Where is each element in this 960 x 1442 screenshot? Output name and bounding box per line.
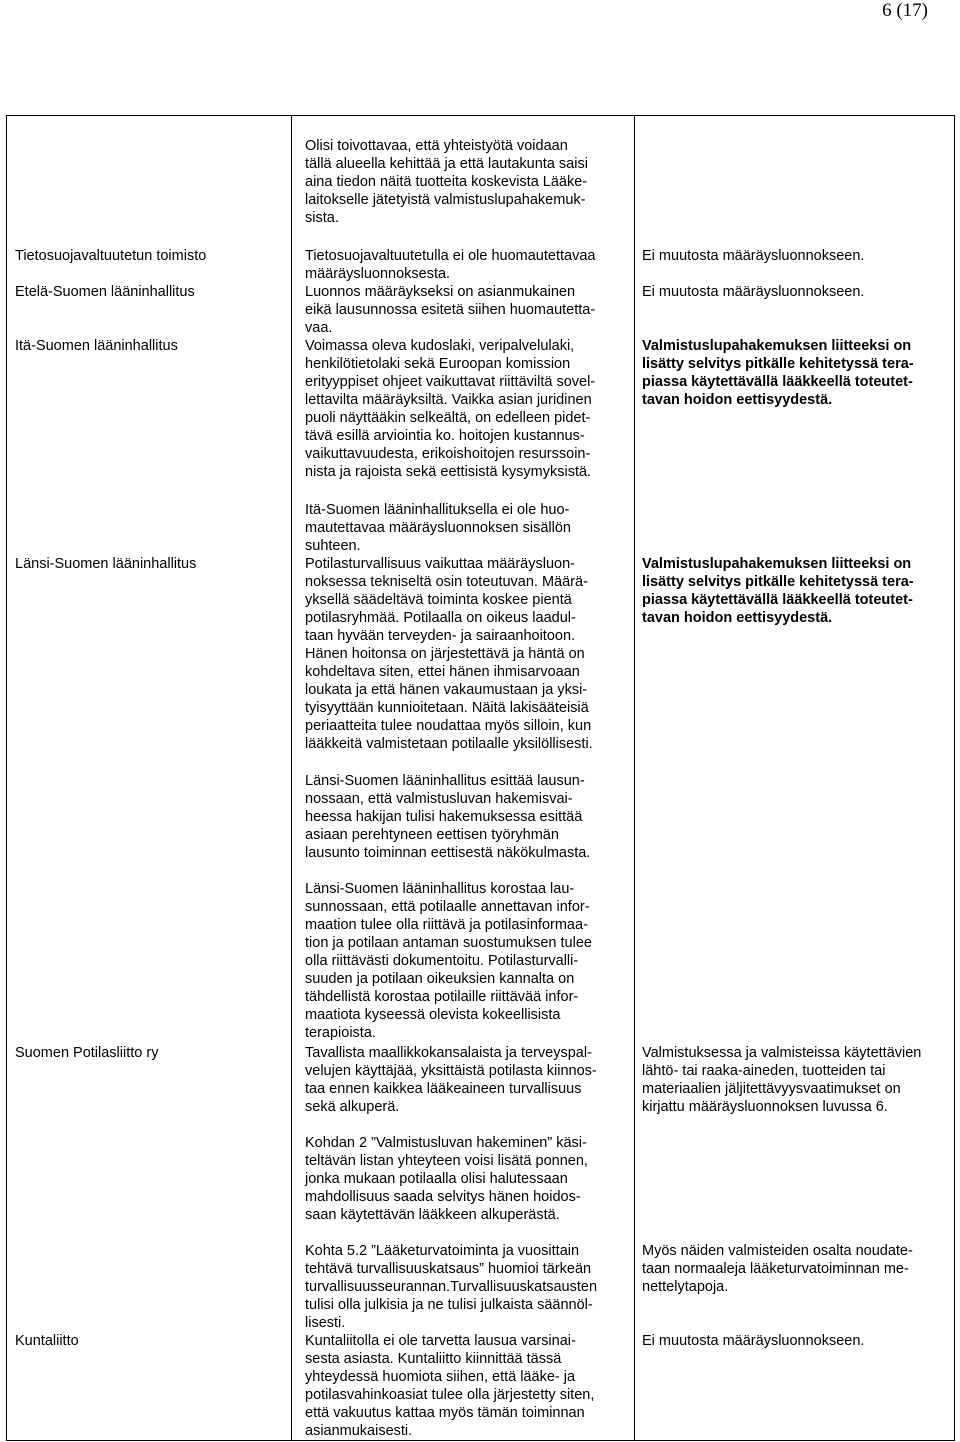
comment-cell: Olisi toivottavaa, että yhteistyötä voidaan tällä alueella kehittää ja että lautakunta saisi aina tiedon näitä tuotteita koskevista Lääke- laitokselle jätetyistä valmistuslupahakemuk- sista. <box>305 138 588 226</box>
comment-cell: Länsi-Suomen lääninhallitus korostaa lau- sunnossaan, että potilaalle annettavan infor- maation tulee olla riittävä ja potilasinformaa- tion ja potilaan antaman suostumuksen tulee olla riittävästi dokumentoitu. Potilasturvalli- suuden ja potilaan oikeuksien kannalta on tähdellistä korostaa potilaille riittävää infor- maatiota kyseessä olevista kokeellisista terapioista. <box>305 881 592 1041</box>
response-cell: Valmistuslupahakemuksen liitteeksi on lisätty selvitys pitkälle kehitetyssä tera- piassa käytettävällä lääkkeellä toteutet- tavan hoidon eettisyydestä. <box>642 338 914 408</box>
response-cell: Ei muutosta määräysluonnokseen. <box>642 248 865 264</box>
response-cell: Myös näiden valmisteiden osalta noudate- taan normaaleja lääketurvatoiminnan me- nettelytapoja. <box>642 1243 913 1295</box>
comment-cell: Potilasturvallisuus vaikuttaa määräysluon- noksessa tekniseltä osin toteutuvan. Määrä- yksellä säädeltävä toiminta koskee pientä potilasryhmää. Potilaalla on oikeus laadul- taan hyvään terveyden- ja sairaanhoitoon. Hänen hoitonsa on järjestettävä ja häntä on kohdeltava siten, ettei hänen ihmisarvoaan loukata ja että hänen vakaumustaan ja yksi- tyisyyttään kunnioitetaan. Näitä lakisääteisiä periaatteita tulee noudattaa myös silloin, kun lääkkeitä valmistetaan potilaalle yksilöllisesti. <box>305 556 593 752</box>
organization-cell: Tietosuojavaltuutetun toimisto <box>15 248 207 264</box>
comment-cell: Tavallista maallikkokansalaista ja terveyspal- velujen käyttäjää, yksittäistä potilasta kiinnos- taa ennen kaikkea lääkeaineen turvallisuus sekä alkuperä. <box>305 1045 597 1115</box>
response-cell: Ei muutosta määräysluonnokseen. <box>642 284 865 300</box>
statement-table <box>6 115 955 1441</box>
organization-cell: Suomen Potilasliitto ry <box>15 1045 159 1061</box>
page-number: 6 (17) <box>882 0 928 21</box>
response-cell: Valmistuksessa ja valmisteissa käytettävien lähtö- tai raaka-aineden, tuotteiden tai materiaalien jäljitettävyysvaatimukset on kirjattu määräysluonnoksen luvussa 6. <box>642 1045 922 1115</box>
comment-cell: Itä-Suomen lääninhallituksella ei ole huo- mautettavaa määräysluonnoksen sisällön suhteen. <box>305 502 571 554</box>
comment-cell: Luonnos määräykseksi on asianmukainen eikä lausunnossa esitetä siihen huomautetta- vaa. <box>305 284 596 336</box>
column-divider <box>291 116 292 1440</box>
comment-cell: Tietosuojavaltuutetulla ei ole huomautettavaa määräysluonnoksesta. <box>305 248 596 282</box>
comment-cell: Länsi-Suomen lääninhallitus esittää lausun- nossaan, että valmistusluvan hakemisvai- heessa hakijan tulisi hakemuksessa esittää asiaan perehtyneen eettisen työryhmän lausunto toiminnan eettisestä näkökulmasta. <box>305 773 591 861</box>
comment-cell: Kuntaliitolla ei ole tarvetta lausua varsinai- sesta asiasta. Kuntaliitto kiinnittää tässä yhteydessä huomiota siihen, että lääke- ja potilasvahinkoasiat tulee olla järjestetty siten, että vakuutus kattaa myös tämän toiminnan asianmukaisesti. <box>305 1333 595 1439</box>
comment-cell: Voimassa oleva kudoslaki, veripalvelulaki, henkilötietolaki sekä Euroopan komission erityyppiset ohjeet vaikuttavat riittäviltä sovel- lettavilta määräyksiltä. Vaikka asian juridinen puoli näyttääkin selkeältä, on edelleen pidet- tävä esillä arviointia ko. hoitojen kustannus- vaikuttavuudesta, erikoishoitojen resurssoin- nista ja rajoista sekä eettisistä kysymyksistä. <box>305 338 596 480</box>
organization-cell: Länsi-Suomen lääninhallitus <box>15 556 197 572</box>
organization-cell: Itä-Suomen lääninhallitus <box>15 338 178 354</box>
organization-cell: Kuntaliitto <box>15 1333 79 1349</box>
response-cell: Valmistuslupahakemuksen liitteeksi on lisätty selvitys pitkälle kehitetyssä tera- piassa käytettävällä lääkkeellä toteutet- tavan hoidon eettisyydestä. <box>642 556 914 626</box>
response-cell: Ei muutosta määräysluonnokseen. <box>642 1333 865 1349</box>
organization-cell: Etelä-Suomen lääninhallitus <box>15 284 195 300</box>
comment-cell: Kohdan 2 ”Valmistusluvan hakeminen” käsi- teltävän listan yhteyteen voisi lisätä ponnen, jonka mukaan potilaalla olisi halutessaan mahdollisuus saada selvitys hänen hoidos- saan käytettävän lääkkeen alkuperästä. <box>305 1135 588 1223</box>
comment-cell: Kohta 5.2 ”Lääketurvatoiminta ja vuosittain tehtävä turvallisuuskatsaus” huomioi tärkeän turvallisuusseurannan.Turvallisuuskatsausten tulisi olla julkisia ja ne tulisi julkaista säännöl- lisesti. <box>305 1243 598 1331</box>
